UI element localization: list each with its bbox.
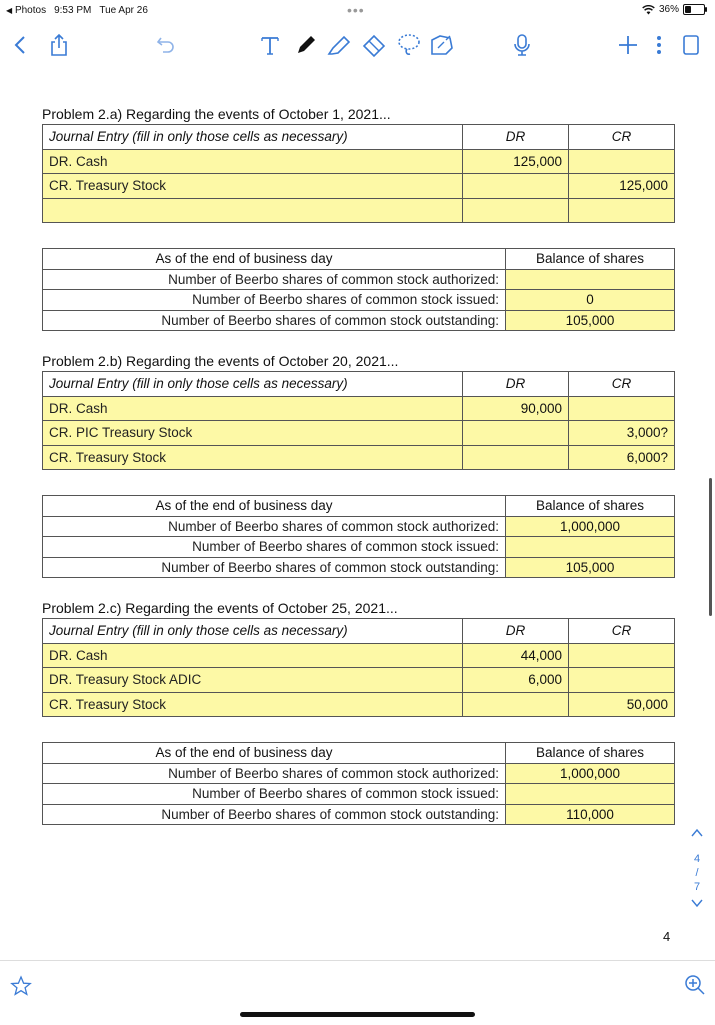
entry-dr-cell[interactable]: 44,000 — [463, 643, 569, 668]
journal-entry-table — [42, 618, 675, 717]
balance-header: As of the end of business day — [43, 496, 506, 517]
balance-table — [42, 248, 675, 331]
pages-icon[interactable] — [677, 31, 705, 59]
cr-header: CR — [569, 372, 675, 397]
chevron-down-icon[interactable] — [687, 898, 707, 912]
balance-row-label: Number of Beerbo shares of common stock issued: — [43, 537, 506, 558]
status-time: 9:53 PM — [54, 5, 92, 16]
balance-row-label: Number of Beerbo shares of common stock authorized: — [43, 269, 506, 290]
balance-value-header: Balance of shares — [506, 743, 675, 764]
highlighter-icon[interactable] — [325, 31, 353, 59]
dr-header: DR — [463, 125, 569, 150]
entry-account-cell[interactable]: CR. Treasury Stock — [43, 174, 463, 199]
cr-header: CR — [569, 125, 675, 150]
entry-cr-cell[interactable]: 50,000 — [569, 692, 675, 717]
entry-account-cell[interactable]: CR. PIC Treasury Stock — [43, 421, 463, 446]
multitasking-dots-icon[interactable]: ••• — [347, 2, 365, 18]
journal-header: Journal Entry (fill in only those cells as necessary) — [43, 125, 463, 150]
journal-entry-table — [42, 371, 675, 470]
page-current: 4 — [693, 853, 701, 865]
balance-value-cell[interactable]: 110,000 — [506, 804, 675, 825]
entry-account-cell[interactable]: DR. Treasury Stock ADIC — [43, 668, 463, 693]
page-total: 7 — [693, 881, 701, 893]
entry-account-cell[interactable]: CR. Treasury Stock — [43, 692, 463, 717]
status-date: Tue Apr 26 — [99, 5, 148, 16]
entry-account-cell[interactable] — [43, 198, 463, 223]
balance-row-label: Number of Beerbo shares of common stock issued: — [43, 290, 506, 311]
entry-dr-cell[interactable]: 125,000 — [463, 149, 569, 174]
page-navigator — [687, 828, 707, 912]
back-to-app-link[interactable]: ◀ Photos — [6, 5, 47, 16]
entry-dr-cell[interactable] — [463, 692, 569, 717]
balance-row-label: Number of Beerbo shares of common stock outstanding: — [43, 804, 506, 825]
more-options-icon[interactable] — [645, 31, 673, 59]
status-bar — [0, 0, 715, 22]
entry-cr-cell[interactable] — [569, 396, 675, 421]
balance-value-header: Balance of shares — [506, 249, 675, 270]
home-indicator[interactable] — [240, 1012, 475, 1017]
entry-cr-cell[interactable]: 3,000? — [569, 421, 675, 446]
entry-account-cell[interactable]: DR. Cash — [43, 396, 463, 421]
share-icon[interactable] — [45, 31, 73, 59]
wifi-icon — [642, 5, 655, 15]
balance-header: As of the end of business day — [43, 743, 506, 764]
balance-header: As of the end of business day — [43, 249, 506, 270]
balance-row-label: Number of Beerbo shares of common stock authorized: — [43, 763, 506, 784]
lasso-icon[interactable] — [395, 31, 423, 59]
entry-dr-cell[interactable]: 6,000 — [463, 668, 569, 693]
back-chevron-icon[interactable] — [6, 31, 34, 59]
entry-cr-cell[interactable] — [569, 668, 675, 693]
entry-dr-cell[interactable] — [463, 421, 569, 446]
balance-value-cell[interactable] — [506, 784, 675, 805]
microphone-icon[interactable] — [508, 31, 536, 59]
cr-header: CR — [569, 619, 675, 644]
balance-table — [42, 742, 675, 825]
problem-title: Problem 2.b) Regarding the events of October 20, 2021... — [42, 353, 399, 369]
balance-row-label: Number of Beerbo shares of common stock issued: — [43, 784, 506, 805]
add-icon[interactable] — [614, 31, 642, 59]
journal-header: Journal Entry (fill in only those cells as necessary) — [43, 372, 463, 397]
balance-value-cell[interactable]: 1,000,000 — [506, 516, 675, 537]
entry-account-cell[interactable]: CR. Treasury Stock — [43, 445, 463, 470]
balance-row-label: Number of Beerbo shares of common stock outstanding: — [43, 310, 506, 331]
entry-cr-cell[interactable] — [569, 643, 675, 668]
undo-icon[interactable] — [152, 31, 180, 59]
balance-table — [42, 495, 675, 578]
zoom-icon[interactable] — [684, 974, 706, 1001]
dr-header: DR — [463, 619, 569, 644]
journal-entry-table — [42, 124, 675, 223]
eraser-icon[interactable] — [360, 31, 388, 59]
text-tool-icon[interactable] — [256, 31, 284, 59]
battery-percent: 36% — [658, 4, 679, 15]
entry-cr-cell[interactable]: 125,000 — [569, 174, 675, 199]
shapes-icon[interactable] — [428, 31, 456, 59]
scrollbar[interactable] — [709, 478, 712, 616]
entry-dr-cell[interactable] — [463, 198, 569, 223]
balance-row-label: Number of Beerbo shares of common stock outstanding: — [43, 557, 506, 578]
entry-dr-cell[interactable] — [463, 445, 569, 470]
journal-header: Journal Entry (fill in only those cells as necessary) — [43, 619, 463, 644]
balance-value-cell[interactable]: 105,000 — [506, 310, 675, 331]
entry-account-cell[interactable]: DR. Cash — [43, 643, 463, 668]
chevron-up-icon[interactable] — [687, 828, 707, 842]
entry-dr-cell[interactable]: 90,000 — [463, 396, 569, 421]
balance-row-label: Number of Beerbo shares of common stock authorized: — [43, 516, 506, 537]
balance-value-cell[interactable] — [506, 537, 675, 558]
problem-title: Problem 2.a) Regarding the events of October 1, 2021... — [42, 106, 391, 122]
page-number: 4 — [663, 929, 671, 944]
entry-cr-cell[interactable] — [569, 149, 675, 174]
balance-value-cell[interactable]: 105,000 — [506, 557, 675, 578]
balance-value-header: Balance of shares — [506, 496, 675, 517]
toolbar — [0, 26, 715, 66]
balance-value-cell[interactable]: 1,000,000 — [506, 763, 675, 784]
dr-header: DR — [463, 372, 569, 397]
entry-cr-cell[interactable] — [569, 198, 675, 223]
problem-title: Problem 2.c) Regarding the events of October 25, 2021... — [42, 600, 398, 616]
balance-value-cell[interactable] — [506, 269, 675, 290]
entry-account-cell[interactable]: DR. Cash — [43, 149, 463, 174]
entry-cr-cell[interactable]: 6,000? — [569, 445, 675, 470]
pen-icon[interactable] — [292, 31, 320, 59]
star-icon[interactable] — [10, 975, 32, 1002]
battery-icon — [683, 4, 705, 15]
balance-value-cell[interactable]: 0 — [506, 290, 675, 311]
page-separator: / — [695, 867, 699, 879]
entry-dr-cell[interactable] — [463, 174, 569, 199]
